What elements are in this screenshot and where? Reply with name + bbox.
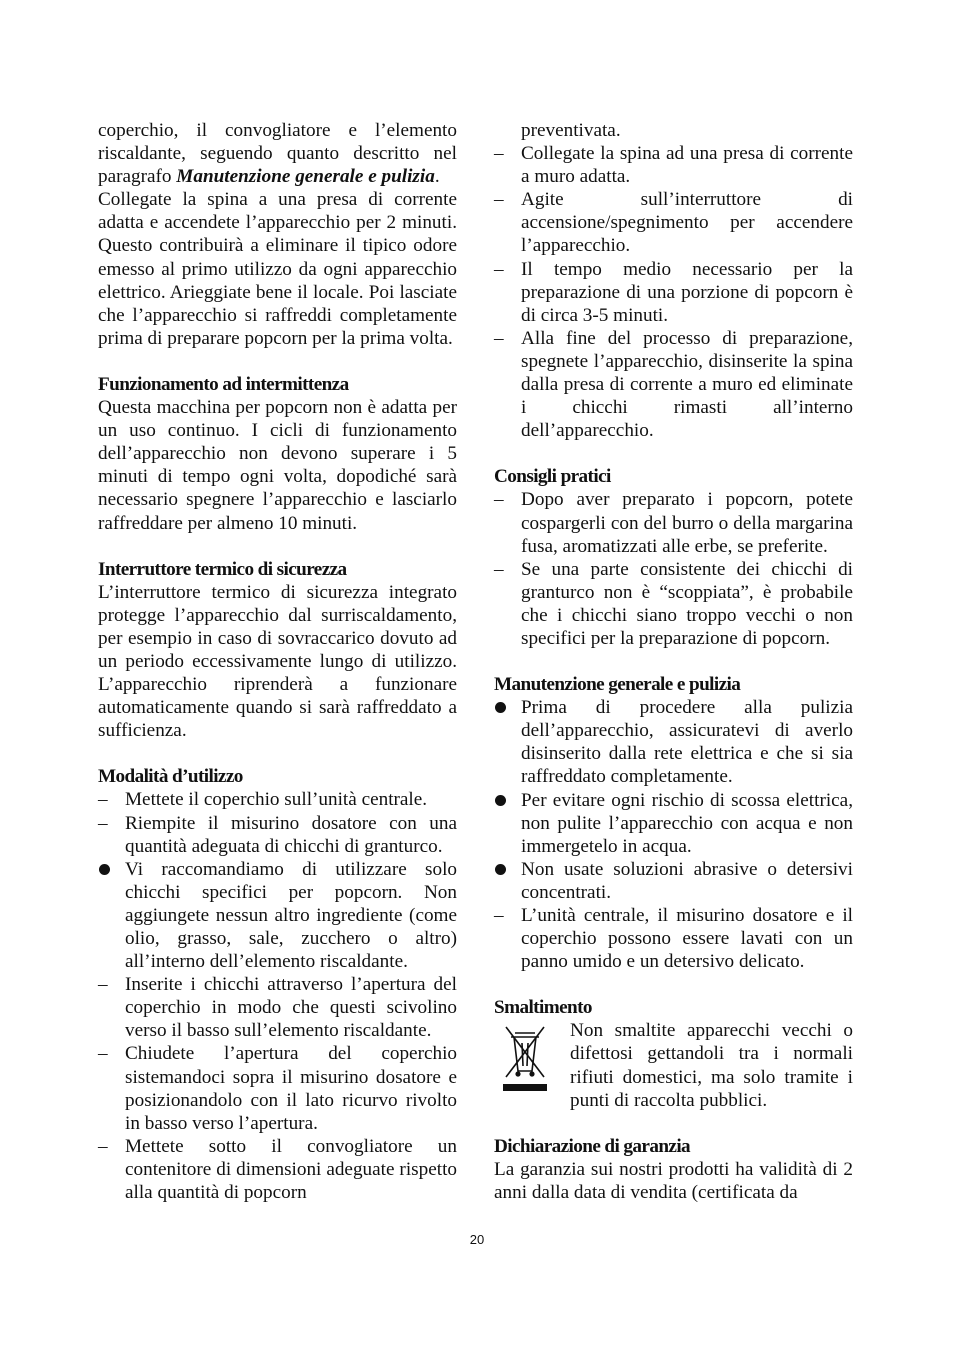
- list-item-text: Mettete sotto il convogliatore un contenitore di dimensioni adeguate rispetto alla quantità di popcorn: [125, 1135, 457, 1204]
- dash-bullet-icon: [494, 142, 514, 165]
- heading-usage: Modalità d’utilizzo: [98, 766, 243, 788]
- intermittent-paragraph: Questa macchina per popcorn non è adatta per un uso continuo. I cicli di funzionamento dell’apparecchio non devono superare i 5 minuti di tempo ogni volta, dopodiché sarà necessario spegnere l’apparecchio e lasciarlo raffreddare per almeno 10 minuti.: [98, 397, 457, 534]
- list-item-text: Il tempo medio necessario per la preparazione di una porzione di popcorn è di circa 3-5 minuti.: [521, 258, 853, 326]
- list-item-text: L’unità centrale, il misurino dosatore e il coperchio possono essere lavati con un panno umido e un detersivo delicato.: [521, 905, 853, 973]
- list-item: [494, 119, 853, 142]
- intro-end: .: [434, 166, 440, 188]
- dash-bullet-icon: [494, 258, 514, 281]
- right-column: [494, 119, 853, 1204]
- dash-bullet-icon: [98, 1042, 118, 1065]
- list-item-text: Alla fine del processo di preparazione, spegnete l’apparecchio, disinserite la spina dalla presa di corrente a muro ed eliminate i chicchi rimasti all’interno dell’apparecchio.: [521, 327, 853, 442]
- list-item: [494, 258, 853, 327]
- dash-bullet-icon: [494, 558, 514, 581]
- list-item-text: Inserite i chicchi attraverso l’apertura del coperchio in modo che questi scivolino verso il basso sull’elemento riscaldante.: [125, 974, 457, 1042]
- list-item: [494, 142, 853, 188]
- heading-intermittent: Funzionamento ad intermittenza: [98, 373, 349, 395]
- list-item-text: Se una parte consistente dei chicchi di granturco non è “scoppiata”, è probabile che i chicchi siano troppo vecchi o non specifici per la preparazione di popcorn.: [521, 558, 853, 649]
- list-item: [98, 1135, 457, 1204]
- list-item-text: Dopo aver preparato i popcorn, potete cospargerli con del burro o della margarina fusa, aromatizzati alle erbe, se preferite.: [521, 489, 853, 557]
- list-item: [494, 327, 853, 442]
- dash-bullet-icon: [494, 488, 514, 511]
- list-item-text: Prima di procedere alla pulizia dell’apparecchio, assicuratevi di averlo disinserito dalla rete elettrica e che si sia raffreddato completamente.: [521, 697, 853, 788]
- list-item-text: Agite sull’interruttore di accensione/spegnimento per accendere l’apparecchio.: [521, 189, 853, 257]
- left-column: [98, 119, 457, 1204]
- dash-bullet-icon: [494, 327, 514, 350]
- list-item: [98, 858, 457, 973]
- list-item: [494, 789, 853, 858]
- list-item: [98, 1042, 457, 1134]
- dash-bullet-icon: [98, 1135, 118, 1158]
- list-item: [98, 788, 457, 811]
- warranty-paragraph: La garanzia sui nostri prodotti ha validità di 2 anni dalla data di vendita (certificata da: [494, 1158, 853, 1203]
- dash-bullet-icon: [98, 812, 118, 835]
- list-item: [494, 188, 853, 257]
- list-item: [494, 488, 853, 557]
- list-item-text: Per evitare ogni rischio di scossa elettrica, non pulite l’apparecchio con acqua e non immergetelo in acqua.: [521, 789, 853, 857]
- list-item: [98, 812, 457, 858]
- page-number: 20: [469, 1232, 485, 1247]
- disposal-block: [494, 1019, 853, 1111]
- heading-warranty: Dichiarazione di garanzia: [494, 1135, 691, 1157]
- list-item-text: preventivata.: [521, 120, 621, 141]
- list-item-text: Non usate soluzioni abrasive o detersivi concentrati.: [521, 858, 853, 903]
- dash-bullet-icon: [98, 973, 118, 996]
- dash-bullet-icon: [494, 904, 514, 927]
- usage-list: [98, 788, 457, 1204]
- list-item-text: Collegate la spina ad una presa di corrente a muro adatta.: [521, 143, 853, 188]
- heading-tips: Consigli pratici: [494, 466, 611, 488]
- heading-thermal-switch: Interruttore termico di sicurezza: [98, 558, 347, 580]
- intro-text: coperchio, il convogliatore e l’elemento riscaldante, seguendo quanto descritto nel paragrafo: [98, 120, 457, 188]
- list-item: [494, 858, 853, 904]
- usage-list-continued: [494, 119, 853, 442]
- intro-paragraph: [98, 119, 457, 188]
- maintenance-reference: Manutenzione generale e pulizia: [176, 166, 435, 188]
- list-item: [494, 558, 853, 650]
- dash-bullet-icon: [98, 788, 118, 811]
- list-item: [494, 904, 853, 973]
- list-item-text: Chiudete l’apertura del coperchio sistemandoci sopra il misurino dosatore e posizionandolo con il lato ricurvo rivolto in basso verso l’apertura.: [125, 1043, 457, 1134]
- disposal-paragraph: Non smaltite apparecchi vecchi o difettosi gettandoli tra i normali rifiuti domestici, ma solo tramite i punti di raccolta pubblici.: [570, 1020, 853, 1111]
- tips-list: [494, 488, 853, 650]
- first-use-paragraph: Collegate la spina a una presa di corrente adatta e accendete l’apparecchio per 2 minuti. Questo contribuirà a eliminare il tipico odore emesso al primo utilizzo da ogni apparecchio elettrico. Arieggiate bene il locale. Poi lasciate che l’apparecchio si raffreddi completamente prima di preparare popcorn per la prima volta.: [98, 189, 457, 349]
- heading-maintenance: Manutenzione generale e pulizia: [494, 674, 741, 696]
- list-item-text: Riempite il misurino dosatore con una quantità adeguata di chicchi di granturco.: [125, 812, 457, 857]
- maintenance-list: [494, 696, 853, 973]
- list-item-text: Mettete il coperchio sull’unità centrale.: [125, 789, 428, 811]
- dash-bullet-icon: [494, 188, 514, 211]
- thermal-paragraph: L’interruttore termico di sicurezza integrato protegge l’apparecchio dal surriscaldamento, per esempio in caso di sovraccarico dovuto ad un periodo eccessivamente lungo di utilizzo. L’apparecchio riprenderà a funzionare automaticamente quando si sarà raffreddato a sufficienza.: [98, 581, 457, 742]
- weee-crossed-bin-icon: [500, 1023, 550, 1093]
- heading-disposal: Smaltimento: [494, 997, 592, 1019]
- list-item: [494, 696, 853, 788]
- list-item-text: Vi raccomandiamo di utilizzare solo chicchi specifici per popcorn. Non aggiungete nessun altro ingrediente (come olio, grasso, sale, zucchero o altro) all’interno dell’elemento riscaldante.: [125, 858, 457, 973]
- list-item: [98, 973, 457, 1042]
